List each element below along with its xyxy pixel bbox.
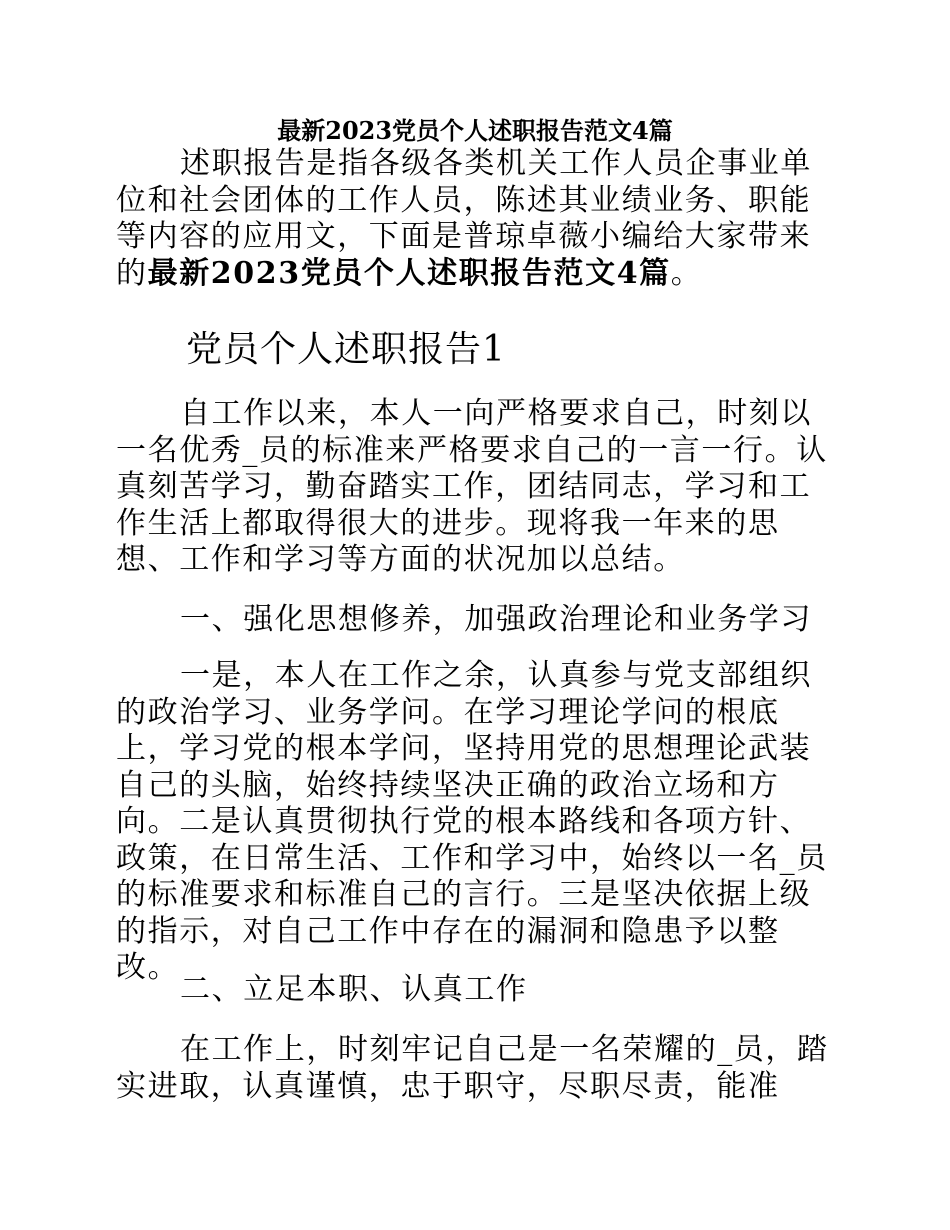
intro-paragraph bbox=[116, 146, 836, 292]
subheading-2: 二、立足本职、认真工作 bbox=[180, 972, 528, 1007]
intro-end: 。 bbox=[670, 255, 703, 291]
document-title: 最新2023党员个人述职报告范文4篇 bbox=[277, 116, 673, 145]
body-paragraph: 自工作以来，本人一向严格要求自己，时刻以一名优秀_员的标准来严格要求自己的一言一行。认真刻苦学习，勤奋踏实工作，团结同志，学习和工作生活上都取得很大的进步。现将我一年来的思想、工作和学习等方面的状况加以总结。 bbox=[116, 396, 828, 577]
section-title: 党员个人述职报告1 bbox=[186, 329, 506, 370]
intro-text: 述职报告是指各级各类机关工作人员企事业单位和社会团体的工作人员，陈述其业绩业务、职能等内容的应用文，下面是普琼卓薇小编给大家带来的 bbox=[116, 146, 812, 291]
intro-emphasis: 最新2023党员个人述职报告范文4篇 bbox=[147, 255, 671, 291]
body-paragraph: 一是，本人在工作之余，认真参与党支部组织的政治学习、业务学问。在学习理论学问的根底上，学习党的根本学问，坚持用党的思想理论武装自己的头脑，始终持续坚决正确的政治立场和方向。二是认真贯彻执行党的根本路线和各项方针、政策，在日常生活、工作和学习中，始终以一名_员的标准要求和标准自己的言行。三是坚决依据上级的指示，对自己工作中存在的漏洞和隐患予以整改。 bbox=[116, 658, 828, 985]
subheading-1: 一、强化思想修养，加强政治理论和业务学习 bbox=[180, 602, 812, 637]
body-paragraph: 在工作上，时刻牢记自己是一名荣耀的_员，踏实进取，认真谨慎，忠于职守，尽职尽责，能准 bbox=[116, 1032, 829, 1104]
